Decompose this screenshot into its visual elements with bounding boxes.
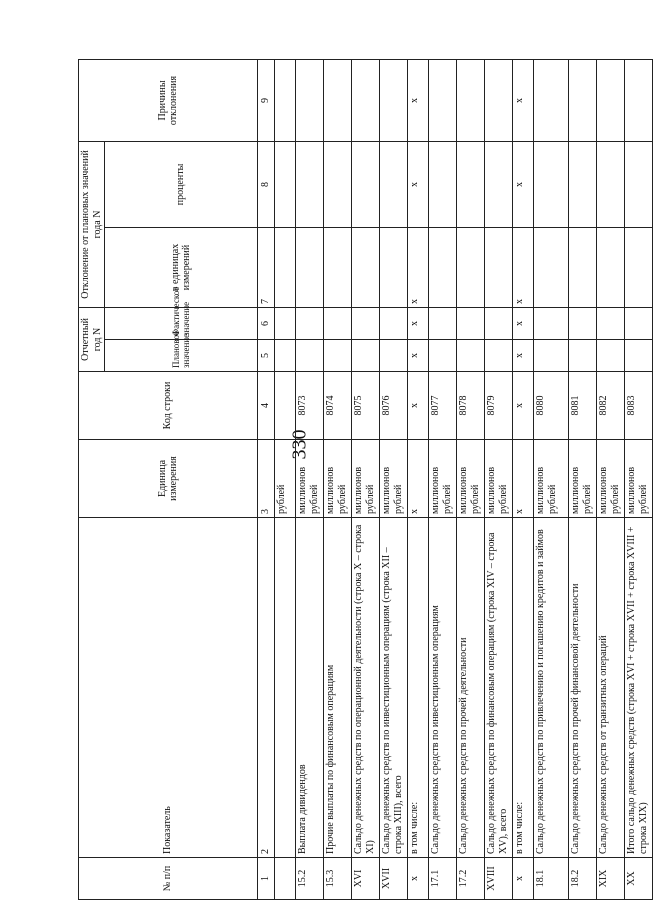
row-dev-units [324,227,352,307]
row-number: х [408,858,429,900]
row-number: XIX [597,858,625,900]
row-number: 17.2 [457,858,485,900]
row-reason: х [408,59,429,141]
row-unit: миллионов рублей [625,440,653,518]
row-number: 17.1 [429,858,457,900]
row-dev-percent [380,141,408,227]
row-dev-percent [296,141,324,227]
row-actual [296,307,324,339]
row-planned [380,340,408,372]
row-indicator: Сальдо денежных средств от транзитных операций [597,518,625,858]
row-actual [569,307,597,339]
row-reason [597,59,625,141]
row-dev-percent [275,141,296,227]
table-row [429,59,457,899]
col-number: 8 [258,141,275,227]
row-planned [534,340,569,372]
row-code: х [408,372,429,440]
row-code: х [513,372,534,440]
header-deviation: Отклонение от плановых значений года N [79,141,105,307]
row-indicator: Сальдо денежных средств по инвестиционным операциям [429,518,457,858]
row-reason: х [513,59,534,141]
column-number-row [258,59,275,899]
row-reason [457,59,485,141]
row-dev-percent [569,141,597,227]
rotated-table [78,60,649,900]
row-planned [569,340,597,372]
table-row [569,59,597,899]
row-unit: х [513,440,534,518]
row-dev-percent [324,141,352,227]
col-number: 5 [258,340,275,372]
row-planned [275,340,296,372]
row-actual [625,307,653,339]
row-dev-units [275,227,296,307]
row-code: 8077 [429,372,457,440]
row-actual [324,307,352,339]
row-indicator: Сальдо денежных средств по финансовым операциям (строка XIV – строка XV), всего [485,518,513,858]
row-unit: миллионов рублей [429,440,457,518]
header-actual: Фактическое значение [105,307,258,339]
row-indicator: в том числе: [408,518,429,858]
row-number: XVI [352,858,380,900]
table-row [324,59,352,899]
col-number: 7 [258,227,275,307]
col-number: 3 [258,440,275,518]
row-indicator: Итого сальдо денежных средств (строка XVI + строка XVII + строка XVIII + строка XIX) [625,518,653,858]
table-row [597,59,625,899]
table-row [296,59,324,899]
table-row [625,59,653,899]
col-number: 1 [258,858,275,900]
row-code [275,372,296,440]
page-number: 330 [288,429,311,460]
row-number: 15.2 [296,858,324,900]
row-number: 18.2 [569,858,597,900]
row-dev-units [429,227,457,307]
row-dev-units [485,227,513,307]
row-dev-units [352,227,380,307]
row-number: XVII [380,858,408,900]
row-reason [352,59,380,141]
row-indicator: в том числе: [513,518,534,858]
row-code: 8075 [352,372,380,440]
row-indicator: Сальдо денежных средств по прочей финансовой деятельности [569,518,597,858]
header-num: № п/п [79,858,258,900]
row-planned: х [408,340,429,372]
header-report-year: Отчетный год N [79,307,105,371]
row-indicator: Прочие выплаты по финансовым операциям [324,518,352,858]
table-row [513,59,534,899]
row-actual [380,307,408,339]
header-dev-percent: проценты [105,141,258,227]
row-code: 8078 [457,372,485,440]
row-indicator: Сальдо денежных средств по операционной деятельности (строка X – строка XI) [352,518,380,858]
row-planned [485,340,513,372]
row-dev-percent: х [513,141,534,227]
row-reason [569,59,597,141]
row-dev-percent [485,141,513,227]
table-container [78,60,649,900]
table-body [275,59,653,899]
row-indicator: Сальдо денежных средств по прочей деятельности [457,518,485,858]
row-unit: миллионов рублей [352,440,380,518]
row-dev-percent [352,141,380,227]
row-reason [485,59,513,141]
report-table [78,59,653,900]
row-dev-percent [534,141,569,227]
row-actual [275,307,296,339]
row-dev-percent: х [408,141,429,227]
row-dev-units [534,227,569,307]
col-number: 6 [258,307,275,339]
row-unit: миллионов рублей [296,440,324,518]
table-row [380,59,408,899]
row-dev-units [380,227,408,307]
row-dev-units [457,227,485,307]
row-indicator [275,518,296,858]
row-unit: миллионов рублей [457,440,485,518]
row-dev-percent [625,141,653,227]
row-reason [429,59,457,141]
row-dev-units [625,227,653,307]
table-row [457,59,485,899]
row-planned [625,340,653,372]
row-actual [534,307,569,339]
col-number: 9 [258,59,275,141]
row-dev-units: х [513,227,534,307]
header-dev-units: в единицах измерений [105,227,258,307]
row-number [275,858,296,900]
row-actual [457,307,485,339]
row-reason [275,59,296,141]
row-dev-percent [597,141,625,227]
row-unit: миллионов рублей [597,440,625,518]
row-indicator: Сальдо денежных средств по привлечению и погашению кредитов и займов [534,518,569,858]
row-dev-units [597,227,625,307]
row-reason [534,59,569,141]
row-code: 8074 [324,372,352,440]
row-code: 8082 [597,372,625,440]
row-number: 18.1 [534,858,569,900]
table-row [275,59,296,899]
table-row [352,59,380,899]
row-unit: х [408,440,429,518]
row-reason [380,59,408,141]
row-dev-percent [429,141,457,227]
row-actual: х [408,307,429,339]
row-dev-percent [457,141,485,227]
row-actual [352,307,380,339]
row-actual: х [513,307,534,339]
row-unit: миллионов рублей [534,440,569,518]
row-unit: миллионов рублей [380,440,408,518]
header-reasons: Причины отклонения [79,59,258,141]
row-unit: рублей [275,440,296,518]
row-indicator: Сальдо денежных средств по инвестиционным операциям (строка XII – строка XIII), всего [380,518,408,858]
row-unit: миллионов рублей [324,440,352,518]
col-number: 2 [258,518,275,858]
table-row [485,59,513,899]
row-code: 8076 [380,372,408,440]
row-number: XX [625,858,653,900]
table-row [534,59,569,899]
row-dev-units [569,227,597,307]
row-reason [625,59,653,141]
row-code: 8079 [485,372,513,440]
row-planned [296,340,324,372]
row-code: 8073 [296,372,324,440]
row-reason [324,59,352,141]
header-planned: Плановое значение [105,340,258,372]
row-planned [429,340,457,372]
col-number: 4 [258,372,275,440]
row-number: XVIII [485,858,513,900]
row-planned: х [513,340,534,372]
row-planned [352,340,380,372]
row-actual [597,307,625,339]
row-dev-units: х [408,227,429,307]
row-unit: миллионов рублей [569,440,597,518]
header-indicator: Показатель [79,518,258,858]
row-number: 15.3 [324,858,352,900]
table-row [408,59,429,899]
row-code: 8081 [569,372,597,440]
row-dev-units [296,227,324,307]
row-code: 8083 [625,372,653,440]
row-number: х [513,858,534,900]
header-code: Код строки [79,372,258,440]
row-planned [597,340,625,372]
row-unit: миллионов рублей [485,440,513,518]
header-unit: Единица измерения [79,440,258,518]
row-planned [324,340,352,372]
row-planned [457,340,485,372]
row-actual [485,307,513,339]
row-code: 8080 [534,372,569,440]
row-reason [296,59,324,141]
row-actual [429,307,457,339]
row-indicator: Выплата дивидендов [296,518,324,858]
